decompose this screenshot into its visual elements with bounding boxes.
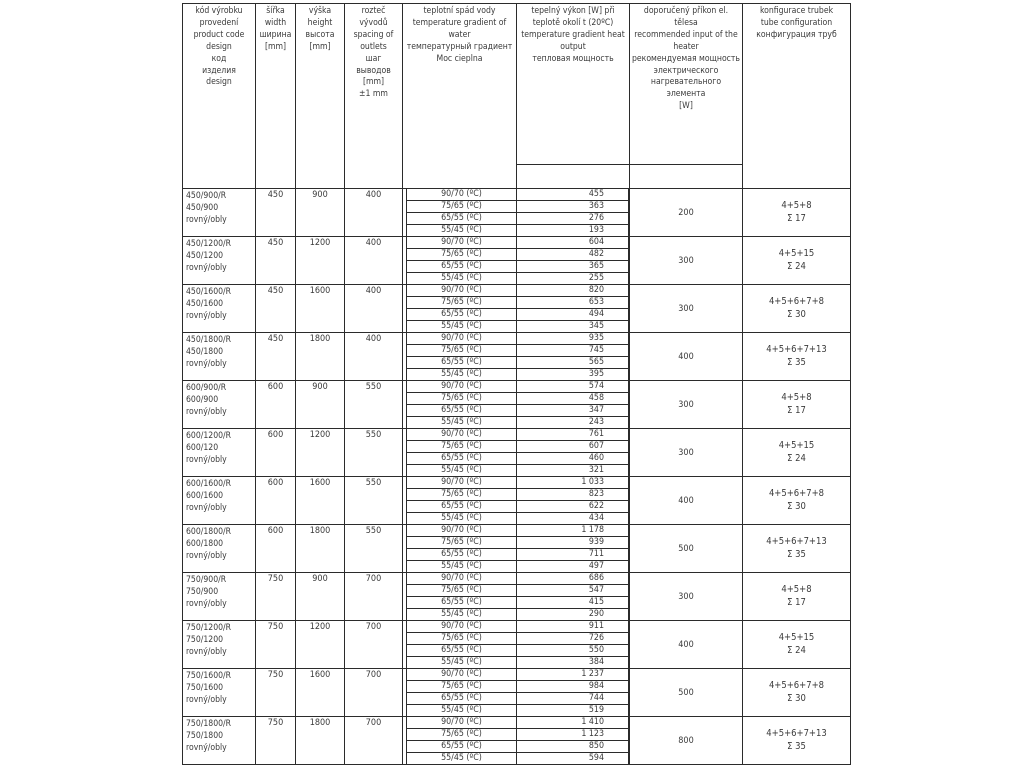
product-code-r: 750/1200/R: [186, 623, 232, 633]
tube-config-sum-parts: 4+5+6+7+13: [766, 536, 827, 547]
gradient-value: 90/70 (ºC): [407, 669, 517, 680]
heat-output-value: 604: [517, 237, 629, 248]
recommended-input-cell: 800: [630, 717, 743, 765]
product-code-r: 450/1800/R: [186, 335, 232, 345]
tube-config-sum-parts: 4+5+15: [778, 248, 815, 259]
header-height: výška height высота [mm]: [296, 4, 345, 189]
heat-output-cell: [517, 285, 630, 333]
product-variant: rovný/obly: [186, 599, 227, 609]
product-code-r: 750/1600/R: [186, 671, 232, 681]
gradient-cell: [403, 189, 517, 237]
gradient-value: 55/45 (ºC): [441, 656, 482, 667]
gradient-value: 55/45 (ºC): [441, 752, 482, 763]
gradient-value: 65/55 (ºC): [407, 692, 517, 704]
gradient-cell: [403, 381, 517, 429]
gradient-cell: [403, 717, 517, 765]
tube-config-total: Σ 30: [787, 692, 806, 704]
spacing-cell: 400: [345, 189, 403, 237]
product-code: 450/1800: [186, 347, 224, 357]
gradient-cell: [403, 525, 517, 573]
height-cell: 1600: [296, 477, 345, 525]
gradient-value: 55/45 (ºC): [441, 464, 482, 475]
spacing-cell: 550: [345, 429, 403, 477]
tube-config-sum-parts: 4+5+6+7+8: [768, 296, 825, 307]
width-cell: 600: [256, 525, 296, 573]
gradient-value: 65/55 (ºC): [407, 356, 517, 368]
tube-config-cell: [743, 285, 851, 333]
gradient-value: 65/55 (ºC): [407, 212, 517, 224]
width-cell: 600: [256, 429, 296, 477]
tube-config-cell: [743, 525, 851, 573]
heat-output-value: 850: [517, 740, 629, 752]
table-row: [183, 477, 851, 525]
tube-config-sum-parts: 4+5+8: [781, 584, 812, 595]
tube-config-total: Σ 30: [787, 308, 806, 320]
gradient-value: 90/70 (ºC): [407, 429, 517, 440]
gradient-value: 75/65 (ºC): [407, 488, 517, 500]
tube-config-cell: [743, 621, 851, 669]
tube-config-cell: [743, 381, 851, 429]
product-code: 450/900: [186, 203, 219, 213]
gradient-cell: [403, 669, 517, 717]
heat-output-value: 321: [588, 464, 604, 475]
height-cell: 900: [296, 381, 345, 429]
gradient-value: 90/70 (ºC): [407, 333, 517, 344]
header-tube-config: konfigurace trubek tube configuration конфигурация труб: [743, 4, 851, 189]
spacing-cell: 550: [345, 525, 403, 573]
gradient-value: 75/65 (ºC): [407, 248, 517, 260]
product-variant: rovný/obly: [186, 695, 227, 705]
heat-output-cell: [517, 333, 630, 381]
heat-output-value: 1 410: [517, 717, 629, 728]
table-row: [183, 189, 851, 237]
header-heat-output: tepelný výkon [W] při teplotě okolí t (20ºC) temperature gradient heat output тепловая мощность: [517, 4, 630, 165]
heat-output-value: 1 178: [517, 525, 629, 536]
table-row: [183, 621, 851, 669]
height-cell: 1800: [296, 525, 345, 573]
header-width: šířka width ширина [mm]: [256, 4, 296, 189]
heat-output-value: 935: [517, 333, 629, 344]
table-body: [183, 189, 851, 765]
heat-output-value: 276: [517, 212, 629, 224]
gradient-value: 65/55 (ºC): [407, 308, 517, 320]
heat-output-cell: [517, 429, 630, 477]
tube-config-total: Σ 17: [787, 404, 806, 416]
product-code: 600/120: [186, 443, 219, 453]
heat-output-value: 744: [517, 692, 629, 704]
tube-config-total: Σ 17: [787, 212, 806, 224]
height-cell: 900: [296, 573, 345, 621]
heat-output-cell: [517, 477, 630, 525]
heat-output-cell: [517, 237, 630, 285]
heat-output-cell: [517, 189, 630, 237]
tube-config-sum-parts: 4+5+6+7+13: [766, 344, 827, 355]
product-code-r: 450/900/R: [186, 191, 227, 201]
tube-config-total: Σ 35: [787, 356, 806, 368]
product-code-r: 750/900/R: [186, 575, 227, 585]
product-code-r: 450/1600/R: [186, 287, 232, 297]
tube-config-sum-parts: 4+5+6+7+13: [766, 728, 827, 739]
gradient-cell: [403, 429, 517, 477]
heat-output-value: 565: [517, 356, 629, 368]
heat-output-value: 820: [517, 285, 629, 296]
height-cell: 900: [296, 189, 345, 237]
heat-output-value: 497: [588, 560, 604, 571]
tube-config-cell: [743, 717, 851, 765]
product-code: 600/1600: [186, 491, 224, 501]
header-output-sub: [517, 164, 630, 188]
spacing-cell: 700: [345, 621, 403, 669]
recommended-input-cell: 300: [630, 429, 743, 477]
product-code: 600/1800: [186, 539, 224, 549]
gradient-value: 75/65 (ºC): [407, 296, 517, 308]
heat-output-value: 1 237: [517, 669, 629, 680]
tube-config-total: Σ 24: [787, 644, 806, 656]
height-cell: 1200: [296, 429, 345, 477]
spacing-cell: 700: [345, 717, 403, 765]
heat-output-value: 911: [517, 621, 629, 632]
spacing-cell: 700: [345, 669, 403, 717]
product-code: 750/900: [186, 587, 219, 597]
product-code-cell: [183, 429, 256, 477]
header-product-code: kód výrobku provedení product code design код изделия design: [183, 4, 256, 189]
heat-output-value: 726: [517, 632, 629, 644]
spacing-cell: 550: [345, 477, 403, 525]
tube-config-cell: [743, 237, 851, 285]
heat-output-value: 984: [517, 680, 629, 692]
heat-output-value: 1 123: [517, 728, 629, 740]
gradient-value: 55/45 (ºC): [441, 704, 482, 715]
tube-config-total: Σ 35: [787, 548, 806, 560]
heat-output-value: 653: [517, 296, 629, 308]
gradient-value: 55/45 (ºC): [441, 272, 482, 283]
gradient-value: 55/45 (ºC): [441, 512, 482, 523]
gradient-value: 65/55 (ºC): [407, 596, 517, 608]
tube-config-sum-parts: 4+5+6+7+8: [768, 680, 825, 691]
product-code-cell: [183, 621, 256, 669]
spec-document: [182, 3, 850, 766]
gradient-value: 75/65 (ºC): [407, 728, 517, 740]
heat-output-value: 823: [517, 488, 629, 500]
tube-config-cell: [743, 669, 851, 717]
heat-output-cell: [517, 621, 630, 669]
product-code-cell: [183, 525, 256, 573]
spacing-cell: 400: [345, 237, 403, 285]
gradient-cell: [403, 285, 517, 333]
product-code: 450/1200: [186, 251, 224, 261]
product-variant: rovný/obly: [186, 407, 227, 417]
recommended-input-cell: 500: [630, 525, 743, 573]
gradient-value: 75/65 (ºC): [407, 392, 517, 404]
spacing-cell: 550: [345, 381, 403, 429]
tube-config-total: Σ 30: [787, 500, 806, 512]
product-variant: rovný/obly: [186, 359, 227, 369]
gradient-cell: [403, 237, 517, 285]
gradient-cell: [403, 477, 517, 525]
gradient-value: 75/65 (ºC): [407, 200, 517, 212]
heat-output-cell: [517, 717, 630, 765]
gradient-value: 65/55 (ºC): [407, 404, 517, 416]
gradient-cell: [403, 573, 517, 621]
heat-output-value: 458: [517, 392, 629, 404]
heat-output-value: 519: [588, 704, 604, 715]
heat-output-value: 482: [517, 248, 629, 260]
gradient-value: 55/45 (ºC): [441, 320, 482, 331]
tube-config-sum-parts: 4+5+15: [778, 440, 815, 451]
product-code-cell: [183, 717, 256, 765]
tube-config-sum-parts: 4+5+8: [781, 200, 812, 211]
gradient-value: 55/45 (ºC): [441, 224, 482, 235]
product-code: 750/1200: [186, 635, 224, 645]
heat-output-cell: [517, 381, 630, 429]
table-row: [183, 285, 851, 333]
product-code-r: 600/1200/R: [186, 431, 232, 441]
table-row: [183, 669, 851, 717]
product-variant: rovný/obly: [186, 263, 227, 273]
header-spacing: rozteč vývodů spacing of outlets шаг выводов [mm] ±1 mm: [345, 4, 403, 189]
header-recommended-input: doporučený příkon el. tělesa recommended input of the heater рекомендуемая мощность электрического нагревательного элемента [W]: [630, 4, 743, 165]
width-cell: 600: [256, 477, 296, 525]
heat-output-value: 255: [588, 272, 604, 283]
product-code: 750/1800: [186, 731, 224, 741]
tube-config-total: Σ 17: [787, 596, 806, 608]
product-variant: rovný/obly: [186, 455, 227, 465]
height-cell: 1800: [296, 717, 345, 765]
gradient-value: 90/70 (ºC): [407, 621, 517, 632]
heat-output-value: 686: [517, 573, 629, 584]
tube-config-sum-parts: 4+5+15: [778, 632, 815, 643]
product-variant: rovný/obly: [186, 311, 227, 321]
heat-output-value: 761: [517, 429, 629, 440]
tube-config-cell: [743, 189, 851, 237]
tube-config-total: Σ 24: [787, 260, 806, 272]
heat-output-value: 594: [588, 752, 604, 763]
spacing-cell: 400: [345, 285, 403, 333]
heat-output-value: 550: [517, 644, 629, 656]
recommended-input-cell: 300: [630, 381, 743, 429]
heat-output-value: 607: [517, 440, 629, 452]
recommended-input-cell: 200: [630, 189, 743, 237]
gradient-cell: [403, 333, 517, 381]
gradient-value: 75/65 (ºC): [407, 344, 517, 356]
spacing-cell: 700: [345, 573, 403, 621]
table-row: [183, 381, 851, 429]
product-code-cell: [183, 477, 256, 525]
product-code-cell: [183, 381, 256, 429]
header-input-sub: [630, 164, 743, 188]
gradient-value: 90/70 (ºC): [407, 525, 517, 536]
table-row: [183, 237, 851, 285]
heat-output-value: 363: [517, 200, 629, 212]
heat-output-value: 939: [517, 536, 629, 548]
heat-output-value: 460: [517, 452, 629, 464]
heat-output-cell: [517, 573, 630, 621]
width-cell: 750: [256, 669, 296, 717]
height-cell: 1600: [296, 285, 345, 333]
header-gradient: teplotní spád vody temperature gradient of water температурный градиент Moc cieplna: [403, 4, 517, 189]
recommended-input-cell: 300: [630, 573, 743, 621]
table-row: [183, 525, 851, 573]
heat-output-cell: [517, 525, 630, 573]
heat-output-value: 547: [517, 584, 629, 596]
width-cell: 450: [256, 285, 296, 333]
height-cell: 1800: [296, 333, 345, 381]
tube-config-cell: [743, 477, 851, 525]
product-variant: rovný/obly: [186, 215, 227, 225]
width-cell: 450: [256, 237, 296, 285]
width-cell: 750: [256, 621, 296, 669]
product-code: 600/900: [186, 395, 219, 405]
width-cell: 750: [256, 717, 296, 765]
heat-output-value: 745: [517, 344, 629, 356]
heat-output-value: 395: [588, 368, 604, 379]
gradient-value: 65/55 (ºC): [407, 548, 517, 560]
recommended-input-cell: 500: [630, 669, 743, 717]
recommended-input-cell: 300: [630, 285, 743, 333]
gradient-value: 75/65 (ºC): [407, 440, 517, 452]
table-row: [183, 333, 851, 381]
heat-output-value: 243: [588, 416, 604, 427]
width-cell: 750: [256, 573, 296, 621]
gradient-cell: [403, 621, 517, 669]
gradient-value: 90/70 (ºC): [407, 189, 517, 200]
heat-output-value: 622: [517, 500, 629, 512]
gradient-value: 75/65 (ºC): [407, 680, 517, 692]
heat-output-value: 574: [517, 381, 629, 392]
gradient-value: 90/70 (ºC): [407, 717, 517, 728]
width-cell: 600: [256, 381, 296, 429]
product-code: 750/1600: [186, 683, 224, 693]
heat-output-value: 711: [517, 548, 629, 560]
gradient-value: 55/45 (ºC): [441, 416, 482, 427]
product-code-r: 600/900/R: [186, 383, 227, 393]
gradient-value: 65/55 (ºC): [407, 452, 517, 464]
product-code-r: 600/1600/R: [186, 479, 232, 489]
tube-config-sum-parts: 4+5+8: [781, 392, 812, 403]
tube-config-cell: [743, 573, 851, 621]
product-code-cell: [183, 285, 256, 333]
heat-output-value: 365: [517, 260, 629, 272]
spacing-cell: 400: [345, 333, 403, 381]
gradient-value: 75/65 (ºC): [407, 584, 517, 596]
heat-output-value: 345: [588, 320, 604, 331]
gradient-value: 90/70 (ºC): [407, 381, 517, 392]
gradient-value: 55/45 (ºC): [441, 608, 482, 619]
heat-output-value: 455: [517, 189, 629, 200]
heat-output-value: 1 033: [517, 477, 629, 488]
gradient-value: 90/70 (ºC): [407, 285, 517, 296]
heat-output-value: 434: [588, 512, 604, 523]
gradient-value: 65/55 (ºC): [407, 644, 517, 656]
gradient-value: 55/45 (ºC): [441, 560, 482, 571]
product-code: 450/1600: [186, 299, 224, 309]
tube-config-total: Σ 35: [787, 740, 806, 752]
heat-output-value: 347: [517, 404, 629, 416]
gradient-value: 65/55 (ºC): [407, 740, 517, 752]
gradient-value: 90/70 (ºC): [407, 477, 517, 488]
product-variant: rovný/obly: [186, 551, 227, 561]
tube-config-cell: [743, 333, 851, 381]
height-cell: 1600: [296, 669, 345, 717]
product-code-cell: [183, 669, 256, 717]
product-code-r: 450/1200/R: [186, 239, 232, 249]
table-row: [183, 573, 851, 621]
heat-output-cell: [517, 669, 630, 717]
recommended-input-cell: 300: [630, 237, 743, 285]
height-cell: 1200: [296, 237, 345, 285]
heat-output-value: 384: [588, 656, 604, 667]
gradient-value: 65/55 (ºC): [407, 260, 517, 272]
heat-output-value: 290: [588, 608, 604, 619]
product-code-cell: [183, 237, 256, 285]
gradient-value: 75/65 (ºC): [407, 536, 517, 548]
tube-config-sum-parts: 4+5+6+7+8: [768, 488, 825, 499]
gradient-value: 65/55 (ºC): [407, 500, 517, 512]
recommended-input-cell: 400: [630, 477, 743, 525]
tube-config-total: Σ 24: [787, 452, 806, 464]
heat-output-value: 193: [588, 224, 604, 235]
product-code-cell: [183, 573, 256, 621]
recommended-input-cell: 400: [630, 621, 743, 669]
product-variant: rovný/obly: [186, 503, 227, 513]
heat-output-value: 415: [517, 596, 629, 608]
product-code-cell: [183, 333, 256, 381]
width-cell: 450: [256, 189, 296, 237]
radiator-spec-table: [182, 3, 851, 765]
gradient-value: 55/45 (ºC): [441, 368, 482, 379]
tube-config-cell: [743, 429, 851, 477]
gradient-value: 75/65 (ºC): [407, 632, 517, 644]
height-cell: 1200: [296, 621, 345, 669]
product-variant: rovný/obly: [186, 647, 227, 657]
product-variant: rovný/obly: [186, 743, 227, 753]
table-row: [183, 717, 851, 765]
recommended-input-cell: 400: [630, 333, 743, 381]
table-row: [183, 429, 851, 477]
gradient-value: 90/70 (ºC): [407, 237, 517, 248]
product-code-r: 600/1800/R: [186, 527, 232, 537]
product-code-r: 750/1800/R: [186, 719, 232, 729]
width-cell: 450: [256, 333, 296, 381]
heat-output-value: 494: [517, 308, 629, 320]
product-code-cell: [183, 189, 256, 237]
gradient-value: 90/70 (ºC): [407, 573, 517, 584]
